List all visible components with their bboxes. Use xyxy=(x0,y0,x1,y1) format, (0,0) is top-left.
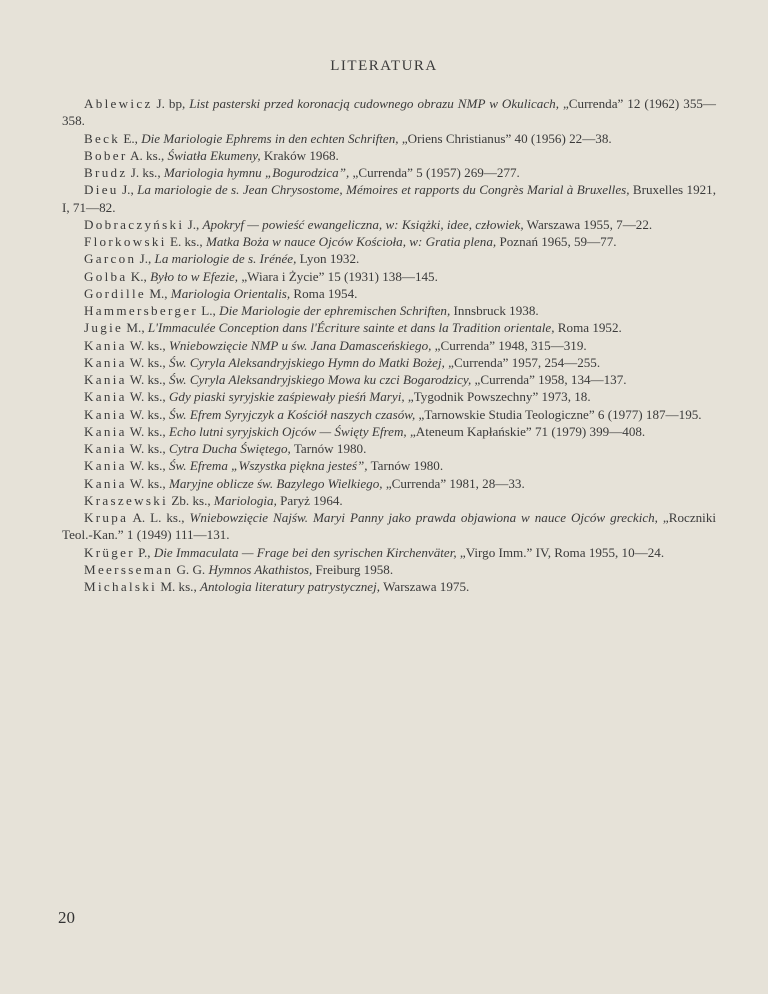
bibliography-entry xyxy=(62,319,716,336)
entry-author: Dieu xyxy=(84,182,119,198)
entry-author: Kania xyxy=(84,337,127,353)
entry-author: Golba xyxy=(84,268,128,284)
entry-author: Ablewicz xyxy=(84,96,153,111)
bibliography-entry xyxy=(62,578,716,595)
entry-title: Wniebowzięcie Najśw. Maryi Panny jako prawda objawiona w nauce Ojców greckich, xyxy=(189,510,658,525)
entry-title: Maryjne oblicze św. Bazylego Wielkiego, xyxy=(168,475,383,491)
entry-author: Kania xyxy=(84,372,127,387)
bibliography-entry xyxy=(62,285,716,302)
entry-author: Bober xyxy=(84,147,128,163)
entry-title: Św. Efrem Syryjczyk a Kościół naszych czasów, xyxy=(168,406,416,422)
entry-title: La mariologie de s. Jean Chrysostome, Mémoires et rapports du Congrès Marial à Bruxelles, xyxy=(137,182,630,198)
entry-publication: „Currenda” 1948, 315—319. xyxy=(431,337,587,353)
entry-publication: Kraków 1968. xyxy=(260,147,339,163)
entry-initials: J., xyxy=(136,251,155,267)
entry-publication: Tarnów 1980. xyxy=(290,441,367,456)
entry-initials: A. L. ks., xyxy=(128,510,190,525)
entry-title: Matka Boża w nauce Ojców Kościoła, w: Gratia plena, xyxy=(205,234,497,249)
bibliography-entry xyxy=(62,130,716,147)
entry-author: Dobraczyński xyxy=(84,216,185,232)
entry-initials: W. ks., xyxy=(126,406,169,422)
bibliography-entry xyxy=(62,216,716,233)
bibliography-entry xyxy=(62,268,716,285)
entry-initials: M., xyxy=(123,320,148,336)
bibliography-entry xyxy=(62,475,716,492)
entry-title: Echo lutni syryjskich Ojców — Święty Efrem, xyxy=(168,423,407,439)
entry-author: Kania xyxy=(84,458,127,474)
entry-author: Kania xyxy=(84,389,127,405)
bibliography-entry xyxy=(62,337,716,354)
entry-initials: W. ks., xyxy=(126,354,169,370)
entry-initials: W. ks., xyxy=(126,475,169,491)
bibliography-entry xyxy=(62,164,716,181)
entry-publication: „Virgo Imm.” IV, Roma 1955, 10—24. xyxy=(456,544,665,560)
bibliography-entry xyxy=(62,147,716,164)
entry-publication: Bruxelles 1921, I, 71—82. xyxy=(62,182,716,215)
entry-initials: M., xyxy=(146,285,171,301)
entry-title: Światła Ekumeny, xyxy=(167,147,261,163)
entry-title: Św. Cyryla Aleksandryjskiego Hymn do Matki Bożej, xyxy=(168,354,445,370)
bibliography-entry xyxy=(62,457,716,474)
entry-initials: W. ks., xyxy=(126,458,169,474)
entry-author: Kania xyxy=(84,441,127,456)
entry-author: Florkowski xyxy=(84,234,167,249)
entry-title: Wniebowzięcie NMP u św. Jana Damasceńskiego, xyxy=(168,337,432,353)
entry-initials: J. bp, xyxy=(152,96,190,111)
entry-publication: „Currenda” 5 (1957) 269—277. xyxy=(349,165,520,180)
entry-author: Brudz xyxy=(84,165,128,180)
entry-author: Kania xyxy=(84,423,127,439)
entry-title: Die Mariologie Ephrems in den echten Schriften, xyxy=(141,130,399,146)
entry-publication: Warszawa 1975. xyxy=(380,579,470,594)
entry-publication: „Oriens Christianus” 40 (1956) 22—38. xyxy=(398,130,612,146)
entry-author: Kania xyxy=(84,475,127,491)
entry-title: Gdy piaski syryjskie zaśpiewały pieśń Maryi, xyxy=(168,389,405,405)
entry-title: La mariologie de s. Irénée, xyxy=(154,251,297,267)
bibliography-entry xyxy=(62,544,716,561)
entry-title: Św. Efrema „Wszystka piękna jesteś”, xyxy=(168,458,368,474)
entry-author: Meersseman xyxy=(84,561,174,577)
entry-author: Gordille xyxy=(84,285,147,301)
entry-publication: Paryż 1964. xyxy=(276,492,343,508)
entry-initials: L., xyxy=(198,303,220,318)
entry-title: Było to w Efezie, xyxy=(150,268,239,284)
entry-publication: „Currenda” 12 (1962) 355—358. xyxy=(62,96,717,129)
entry-initials: W. ks., xyxy=(126,441,169,456)
bibliography-entry xyxy=(62,423,716,440)
entry-initials: E. ks., xyxy=(166,234,206,249)
entry-publication: „Wiara i Życie” 15 (1931) 138—145. xyxy=(238,268,438,284)
bibliography-entry xyxy=(62,561,716,578)
entry-author: Hammersberger xyxy=(84,303,199,318)
entry-publication: Freiburg 1958. xyxy=(312,561,394,577)
entry-initials: E., xyxy=(120,130,142,146)
entry-title: Die Mariologie der ephremischen Schriften, xyxy=(219,303,451,318)
entry-publication: „Currenda” 1958, 134—137. xyxy=(471,372,627,387)
bibliography-entry xyxy=(62,250,716,267)
entry-title: L'Immaculée Conception dans l'Écriture sainte et dans la Tradition orientale, xyxy=(147,320,555,336)
entry-publication: „Tygodnik Powszechny” 1973, 18. xyxy=(404,389,591,405)
bibliography-entry xyxy=(62,492,716,509)
entry-author: Beck xyxy=(84,130,121,146)
entry-author: Michalski xyxy=(84,579,158,594)
entry-author: Garcon xyxy=(84,251,137,267)
entry-initials: J., xyxy=(184,216,203,232)
entry-title: Mariologia hymnu „Bogurodzica”, xyxy=(163,165,350,180)
entry-publication: Innsbruck 1938. xyxy=(450,303,539,318)
entry-initials: A. ks., xyxy=(127,147,168,163)
entry-title: Die Immaculata — Frage bei den syrischen Kirchenväter, xyxy=(153,544,457,560)
entry-title: Św. Cyryla Aleksandryjskiego Mowa ku czci Bogarodzicy, xyxy=(168,372,472,387)
entry-title: Mariologia, xyxy=(213,492,277,508)
bibliography-entry xyxy=(62,354,716,371)
entry-initials: J. ks., xyxy=(127,165,164,180)
entry-title: Cytra Ducha Świętego, xyxy=(168,441,291,456)
entry-publication: „Currenda” 1957, 254—255. xyxy=(444,354,601,370)
entry-initials: W. ks., xyxy=(126,389,169,405)
entry-publication: Tarnów 1980. xyxy=(367,458,444,474)
entry-initials: K., xyxy=(127,268,151,284)
bibliography-entry xyxy=(62,371,716,388)
bibliography-list xyxy=(62,95,716,595)
entry-initials: W. ks., xyxy=(126,423,169,439)
entry-author: Krupa xyxy=(84,510,129,525)
entry-initials: G. G. xyxy=(173,561,209,577)
bibliography-entry xyxy=(62,406,716,423)
entry-publication: „Roczniki Teol.-Kan.” 1 (1949) 111—131. xyxy=(62,510,717,543)
page-title: LITERATURA xyxy=(330,58,438,74)
entry-title: List pasterski przed koronacją cudownego obrazu NMP w Okulicach, xyxy=(189,96,559,111)
bibliography-entry xyxy=(62,388,716,405)
entry-title: Apokryf — powieść ewangeliczna, w: Książki, idee, człowiek, xyxy=(202,216,524,232)
entry-publication: Lyon 1932. xyxy=(296,251,360,267)
entry-initials: J., xyxy=(118,182,138,198)
entry-initials: Zb. ks., xyxy=(168,492,214,508)
entry-initials: P., xyxy=(134,544,154,560)
entry-initials: W. ks., xyxy=(126,337,169,353)
entry-author: Krüger xyxy=(84,544,135,560)
entry-author: Kraszewski xyxy=(84,492,169,508)
entry-publication: „Currenda” 1981, 28—33. xyxy=(382,475,525,491)
entry-publication: Warszawa 1955, 7—22. xyxy=(523,216,653,232)
entry-publication: Roma 1952. xyxy=(554,320,622,336)
entry-initials: W. ks., xyxy=(126,372,169,387)
bibliography-entry xyxy=(62,181,716,216)
entry-author: Kania xyxy=(84,354,127,370)
bibliography-entry xyxy=(62,440,716,457)
entry-publication: „Tarnowskie Studia Teologiczne” 6 (1977) 187—195. xyxy=(415,406,702,422)
entry-publication: Roma 1954. xyxy=(290,285,358,301)
entry-title: Mariologia Orientalis, xyxy=(170,285,291,301)
entry-title: Antologia literatury patrystycznej, xyxy=(200,579,381,594)
entry-title: Hymnos Akathistos, xyxy=(208,561,313,577)
entry-publication: Poznań 1965, 59—77. xyxy=(496,234,617,249)
page-number: 20 xyxy=(58,908,75,927)
bibliography-entry xyxy=(62,302,716,319)
entry-author: Jugie xyxy=(84,320,124,336)
entry-publication: „Ateneum Kapłańskie” 71 (1979) 399—408. xyxy=(406,423,646,439)
entry-initials: M. ks., xyxy=(157,579,201,594)
entry-author: Kania xyxy=(84,406,127,422)
bibliography-entry xyxy=(62,95,716,130)
bibliography-entry xyxy=(62,233,716,250)
bibliography-entry xyxy=(62,509,716,544)
